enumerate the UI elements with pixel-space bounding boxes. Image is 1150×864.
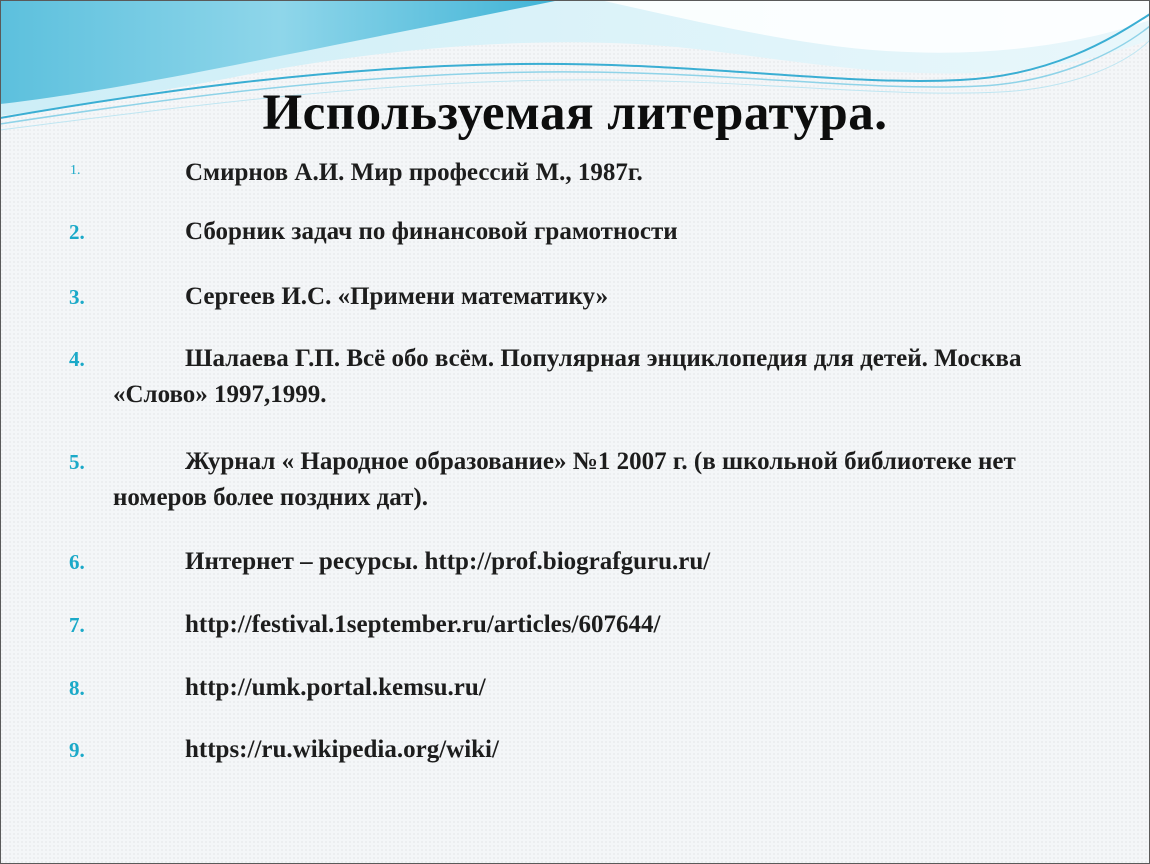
item-text: https://ru.wikipedia.org/wiki/ xyxy=(185,736,499,763)
item-text: http://festival.1september.ru/articles/607644/ xyxy=(185,611,661,638)
item-number: 8. xyxy=(69,676,85,700)
item-text: Интернет – ресурсы. http://prof.biografguru.ru/ xyxy=(185,548,711,575)
item-text: http://umk.portal.kemsu.ru/ xyxy=(185,674,486,701)
item-text: Шалаева Г.П. Всё обо всём. Популярная энциклопедия для детей. Москва «Слово» 1997,1999. xyxy=(113,345,1022,408)
item-text: Сборник задач по финансовой грамотности xyxy=(185,218,678,245)
item-text: Журнал « Народное образование» №1 2007 г. (в школьной библиотеке нет номеров более поздних дат). xyxy=(113,448,1016,511)
item-number: 1. xyxy=(70,163,81,178)
item-number: 7. xyxy=(69,613,85,637)
slide-title: Используемая литература. xyxy=(262,85,888,141)
item-number: 9. xyxy=(69,738,85,762)
item-text: Смирнов А.И. Мир профессий М., 1987г. xyxy=(185,159,643,186)
item-number: 2. xyxy=(69,220,85,244)
item-number: 5. xyxy=(69,450,85,474)
item-text: Сергеев И.С. «Примени математику» xyxy=(185,283,609,310)
item-number: 4. xyxy=(69,347,85,371)
item-number: 3. xyxy=(69,285,85,309)
item-number: 6. xyxy=(69,550,85,574)
